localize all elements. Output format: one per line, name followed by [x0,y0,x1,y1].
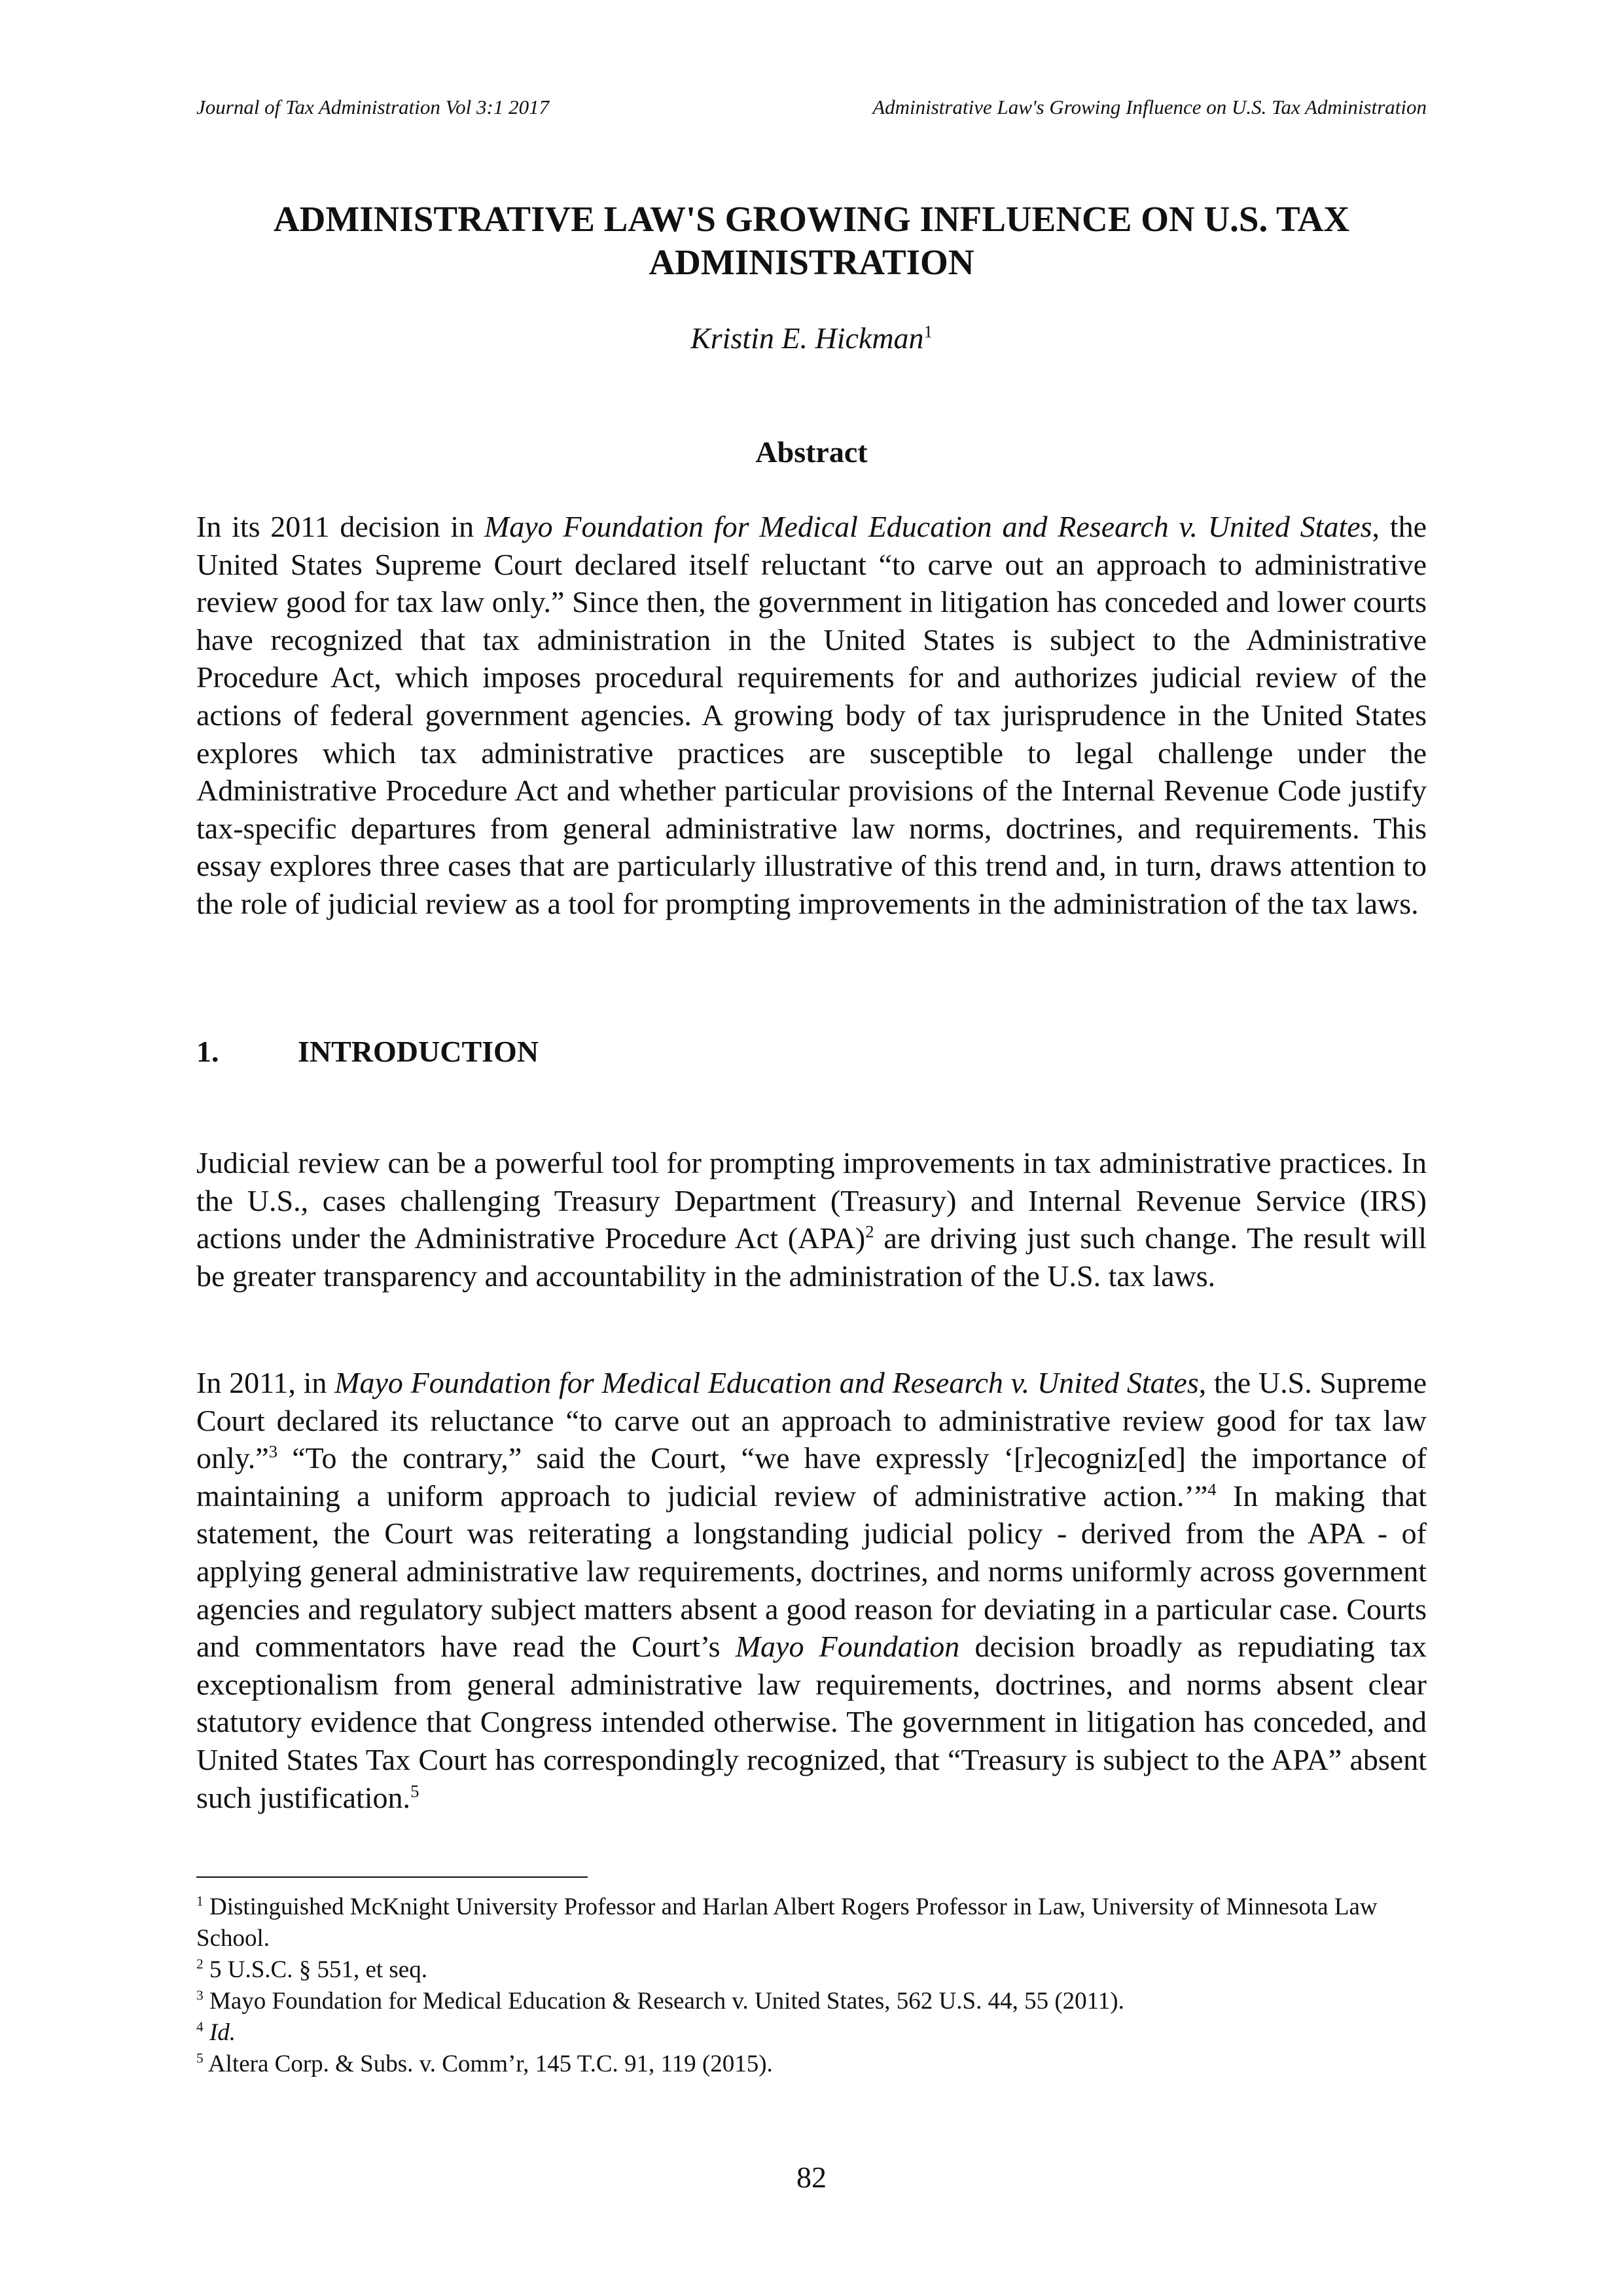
footnote-5 [196,2049,1427,2080]
intro-p2-text-4: In making that statement, the Court was reiterating a longstanding judicial policy - derived from the APA - of applying general administrative law requirements, doctrines, and norms uniformly across government agencies and regulatory subject matters absent a good reason for deviating in a particular case. Courts and commentators have read the Court’s [196,1479,1427,1664]
intro-p2-text-3: “To the contrary,” said the Court, “we have expressly ‘[r]ecogniz[ed] the importance of maintaining a uniform approach to judicial review of administrative action.’” [196,1441,1427,1513]
footnote-5-mark: 5 [196,2050,204,2066]
abstract-body [196,508,1427,923]
footnote-2-text: 5 U.S.C. § 551, et seq. [203,1956,427,1983]
abstract-heading: Abstract [755,435,868,469]
intro-p2-case-name: Mayo Foundation for Medical Education and Research v. United States [334,1366,1199,1399]
article-title-line-2: ADMINISTRATION [649,242,974,282]
footnote-3-text: Mayo Foundation for Medical Education & Research v. United States, 562 U.S. 44, 55 (2011). [203,1988,1124,2015]
footnotes [196,1892,1427,2080]
footnote-3 [196,1986,1427,2017]
abstract-case-name: Mayo Foundation for Medical Education and Research v. United States [484,510,1372,543]
running-title: Administrative Law's Growing Influence on U.S. Tax Administration [872,96,1427,118]
footnote-1-text: Distinguished McKnight University Professor and Harlan Albert Rogers Professor in Law, University of Minnesota Law School. [196,1893,1378,1952]
footnote-5-text: Altera Corp. & Subs. v. Comm’r, 145 T.C. 91, 119 (2015). [203,2051,773,2077]
footnote-2 [196,1954,1427,1986]
footnote-ref-2[interactable]: 2 [865,1221,874,1242]
section-heading-introduction [196,1034,1427,1069]
abstract-text-2: , the United States Supreme Court declared itself reluctant “to carve out an approach to administrative review good for tax law only.” Since then, the government in litigation has conceded and lower courts have recognized that tax administration in the United States is subject to the Administrative Procedure Act, which imposes procedural requirements for and authorizes judicial review of the actions of federal government agencies. A growing body of tax jurisprudence in the United States explores which tax administrative practices are susceptible to legal challenge under the Administrative Procedure Act and whether particular provisions of the Internal Revenue Code justify tax-specific departures from general administrative law norms, doctrines, and requirements. This essay explores three cases that are particularly illustrative of this trend and, in turn, draws attention to the role of judicial review as a tool for prompting improvements in the administration of the tax laws. [196,510,1427,920]
abstract-text-1: In its 2011 decision in [196,510,484,543]
intro-p2-text-1: In 2011, in [196,1366,335,1399]
intro-p2-text-2: , the U.S. Supreme Court declared its reluctance “to carve out an approach to administrative review good for tax law only.” [196,1366,1427,1475]
footnote-3-mark: 3 [196,1987,204,2003]
footnote-separator [196,1876,588,1878]
author-footnote-mark[interactable]: 1 [923,321,933,342]
intro-paragraph-2 [196,1364,1427,1816]
intro-p1-text-1: Judicial review can be a powerful tool for prompting improvements in tax administrative practices. In the U.S., cases challenging Treasury Department (Treasury) and Internal Revenue Service (IRS) actions under the Administrative Procedure Act (APA) [196,1146,1427,1255]
author-line [196,321,1427,355]
intro-paragraph-1 [196,1144,1427,1295]
footnote-4-text: Id. [209,2019,236,2046]
footnote-ref-3[interactable]: 3 [268,1441,278,1462]
journal-citation: Journal of Tax Administration Vol 3:1 2017 [196,96,550,118]
footnote-ref-5[interactable]: 5 [410,1781,419,1801]
footnote-1 [196,1892,1427,1954]
section-title: INTRODUCTION [298,1035,539,1068]
footnote-4-mark: 4 [196,2018,204,2035]
footnote-ref-4[interactable]: 4 [1207,1479,1217,1499]
intro-p2-case-short: Mayo Foundation [735,1630,960,1664]
page-number: 82 [796,2161,827,2194]
footnote-2-mark: 2 [196,1956,204,1972]
intro-p1-text-2: are driving just such change. The result will be greater transparency and accountability in the administration of the U.S. tax laws. [196,1221,1427,1293]
article-title [196,198,1427,284]
footnote-4-space [204,2019,209,2046]
intro-p2-text-5: decision broadly as repudiating tax exceptionalism from general administrative law requirements, doctrines, and norms absent clear statutory evidence that Congress intended otherwise. The government in litigation has conceded, and United States Tax Court has correspondingly recognized, that “Treasury is subject to the APA” absent such justification. [196,1630,1427,1814]
section-number: 1. [196,1035,219,1068]
footnote-1-mark: 1 [196,1893,204,1909]
author-name: Kristin E. Hickman [690,321,924,355]
footnote-4 [196,2017,1427,2049]
article-title-line-1: ADMINISTRATIVE LAW'S GROWING INFLUENCE ON U.S. TAX [273,199,1350,239]
